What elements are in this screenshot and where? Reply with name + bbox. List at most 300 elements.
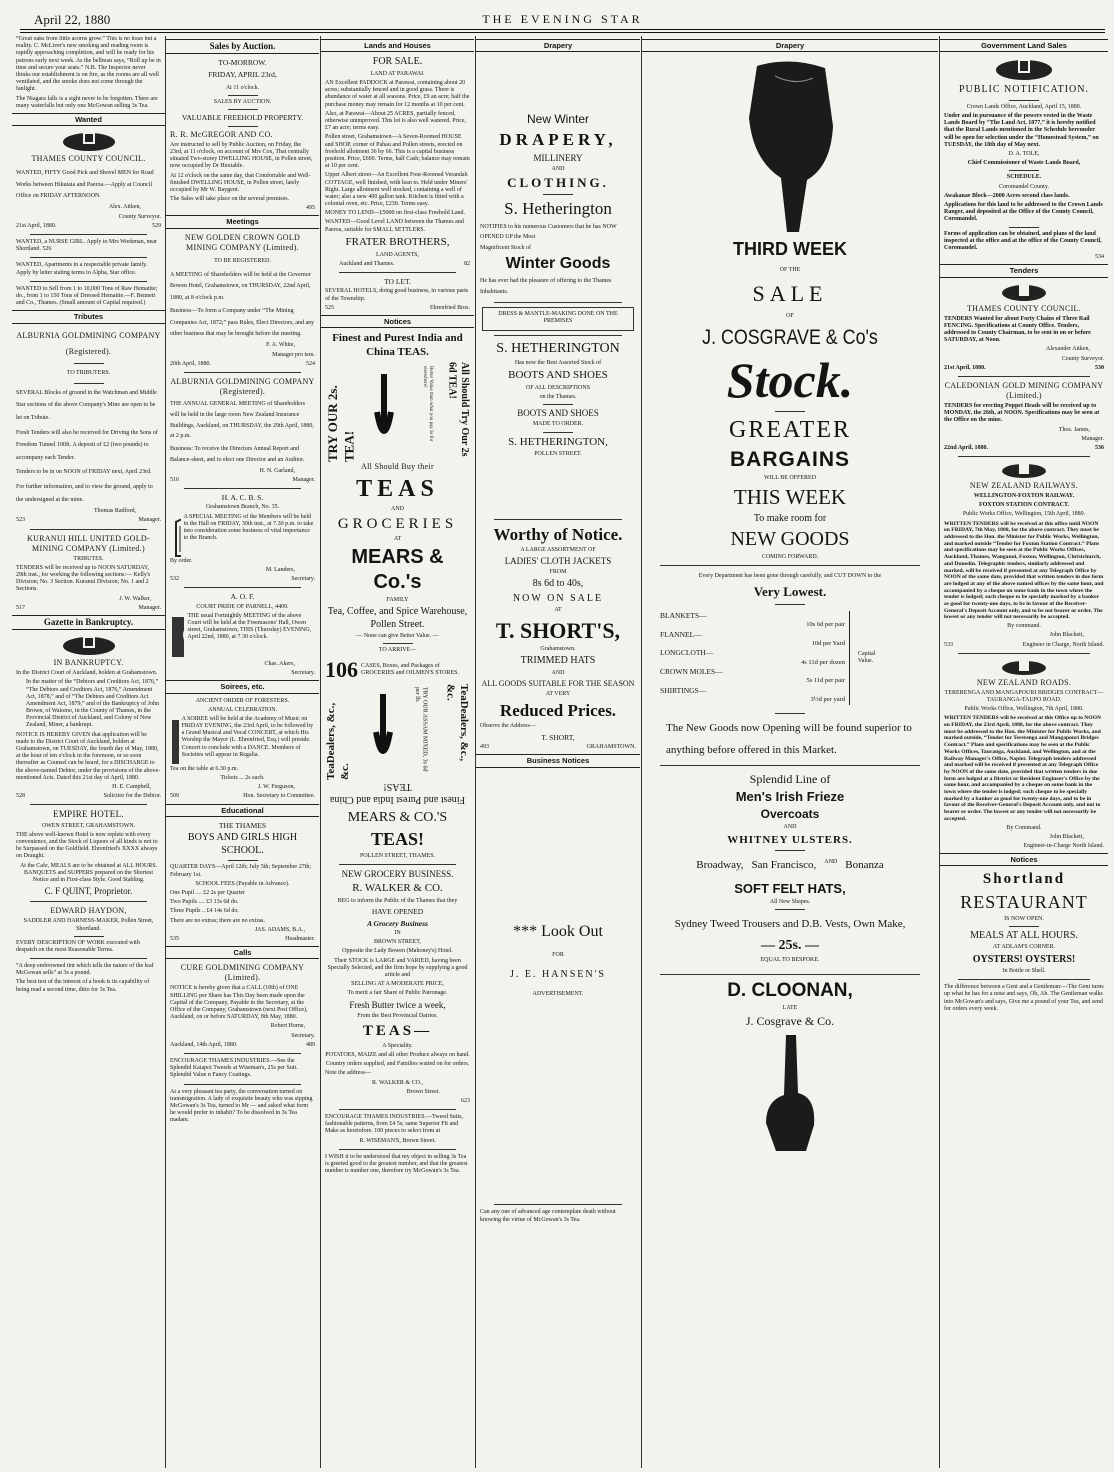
column-5 — [642, 36, 938, 1466]
sale-line: Every Department has been gone through carefully, and CUT DOWN to the — [698, 573, 882, 580]
divider — [958, 376, 1090, 377]
notice-title: THE THAMES — [218, 821, 267, 830]
merchant-name: J. Cosgrave & Co. — [745, 1014, 835, 1029]
signature-title: Manager. — [1081, 435, 1104, 442]
notice-title: NEW GROCERY BUSINESS. — [341, 869, 454, 880]
divider — [1009, 227, 1039, 228]
notice-body: In the District Court of Auckland, holden at Grahamstown. — [16, 670, 158, 677]
drapery-heading: CLOTHING. — [507, 175, 609, 191]
section-heading-business-notices: Business Notices — [476, 754, 640, 767]
notice-body: Brown Street. — [406, 1088, 440, 1095]
notice-body: WANTED, Apartments in a respectable private family. Apply by letter stating terms to Alpha, Star office. — [16, 262, 148, 276]
notice-body: GRAHAMSTOWN. — [586, 743, 636, 750]
notice-body: OYSTERS! OYSTERS! — [972, 953, 1076, 965]
notice-body: Pollen street, Grahamstown—A Seven-Roomed HOUSE and SHOP, corner of Pahau and Pollen streets, erected on freehold allotment 36 by 66. This is a capital business position. Price, £600. Terms, half Cash; balance may remain at 10 per cent. — [325, 134, 470, 170]
pointing-hand-down-icon — [735, 56, 845, 234]
divider — [74, 383, 104, 384]
merchant-name: T. SHORT'S, — [495, 617, 621, 643]
sale-line: The New Goods now Opening will be found superior to anything before offered in this Market. — [666, 722, 912, 757]
section-heading-meetings: Meetings — [166, 215, 319, 228]
notice-body: A SOIREE will be held at the Academy of Music on FRIDAY EVENING, the 23rd April, to be followed by a Grand Musical and Vocal CONCERT, at which His Worship the Mayor (L. Ehrenfried, Esq.) will preside. Concert to conclude with a DANCE. Members of Societies will appear in Regalia. — [181, 715, 314, 758]
lookout-heading: *** Look Out — [513, 922, 603, 940]
notice-body: POTATOES, MAIZE and all other Produce always on hand. — [325, 1051, 470, 1058]
notice-body: WANTED to Sell from 1 to 10,000 Tons of Raw Hematite; do., from 1 to 150 Tons of Dressed Hematite.—F. Bennett and Co., Thames. (Small amount of Capital required.) — [16, 285, 158, 307]
price-item-name: FLANNEL— — [660, 629, 702, 639]
price-item-name: LONGCLOTH— — [660, 648, 714, 658]
price-heading: — 25s. — — [761, 938, 819, 954]
section-heading-notices: Notices — [321, 315, 474, 328]
notice-subtitle: OWEN STREET, GRAHAMSTOWN. — [41, 822, 136, 829]
notice-title: NEW ZEALAND ROADS. — [976, 677, 1072, 687]
notice-body: Fresh Butter twice a week, — [349, 999, 446, 1010]
proprietor-name: C. F QUINT, Proprietor. — [44, 886, 133, 897]
notice-body: A MEETING of Shareholders will be held at the Governor Bowen Hotel, Grahamstown, on THURSDAY, 22nd April, 1880, at 8 o'clock p.m. — [170, 272, 311, 301]
mcgowan-paragraph: “A deep embrowned tint which tells the nature of the leaf McGowan sells” at 3s a pound. — [16, 963, 154, 977]
notice-number: 525 — [325, 304, 334, 311]
signature-title: Headmaster. — [285, 935, 315, 942]
rotated-tea-text: TRY OUR 2s. TEA! — [325, 385, 357, 462]
divider — [958, 456, 1090, 457]
signature-title: County Surveyor. — [1061, 355, 1104, 362]
notice-body: Business—To form a Company under “The Mining Companies Act, 1872;” pass Rules, Elect Directors, and any other business that may be brought before the meeting. — [170, 308, 315, 337]
notice-body: T. SHORT, — [541, 732, 575, 742]
price-item-price: 4s 11d per dozen — [801, 658, 845, 666]
notice-title: R. WALKER & CO. — [352, 882, 443, 895]
notice-title: R. R. McGREGOR AND CO. — [170, 129, 273, 139]
notice-title: H. A. C. B. S. — [221, 493, 264, 503]
restaurant-name: Shortland — [982, 871, 1066, 888]
notice-number: 82 — [464, 260, 470, 267]
mears-heading: MEARS & Co.'s — [351, 545, 444, 593]
price-list-row — [660, 667, 849, 686]
divider — [30, 529, 147, 530]
divider — [228, 126, 258, 127]
notice-body: ENCOURAGE THAMES INDUSTRIES.—Tweed Suits, fashionable patterns, from £4 5s; same Superior Fit and Make as heretofore. 100 pieces to select from at — [325, 1114, 463, 1135]
notice-title: FOR SALE. — [372, 56, 423, 68]
section-heading-calls: Calls — [166, 946, 319, 959]
notice-body: R. WALKER & CO., — [372, 1079, 423, 1086]
teas-heading: TEAS— — [362, 1023, 433, 1039]
brand-name: Broadway, — [696, 859, 744, 872]
section-heading-drapery: Drapery — [642, 39, 938, 52]
price-list-row — [660, 630, 849, 649]
notice-body: Grahamstown. — [540, 646, 576, 653]
signature: J. W. Walker, — [119, 595, 151, 602]
notice-body: THE usual Fortnightly MEETING of the above Court will be held at the Freemasons' Hall, Owen street, Grahamstown, THIS (Thursday) EVENING, April 22nd, 1880, at 7.30 o'clock. — [187, 612, 312, 641]
merchant-name: J. COSGRAVE & Co's — [702, 325, 878, 349]
notice-subtitle: ANNUAL CELEBRATION. — [207, 706, 278, 713]
signature: D. A. TOLE, — [1008, 151, 1040, 157]
sale-heading: THIS WEEK — [733, 485, 847, 510]
coat-of-arms-icon — [61, 634, 117, 656]
notice-subtitle: TRIBUTES. — [73, 555, 104, 562]
sale-heading: GREATER — [729, 417, 851, 443]
notice-number: 533 — [944, 641, 953, 648]
notice-body: WANTED, a NURSE GIRL. Apply to Mrs Workman, near Shortland. 526 — [16, 238, 157, 253]
price-list-row — [660, 611, 849, 630]
price-list-items — [660, 611, 850, 705]
notice-body: Under and in pursuance of the powers vested in the Waste Lands Board by “The Land Act, 1877,” it is hereby notified that the Rural Lands mentioned in the Schedule hereunder will be open for selection under the “Homestead System,” on TUESDAY, the 18th day of May next. — [944, 113, 1099, 148]
divider — [339, 1109, 456, 1110]
notice-body: Forms of application can be obtained, and plans of the land inspected at the office and at the office of the County Council, Coromandel. — [944, 230, 1102, 251]
notice-number: 530 — [1095, 364, 1104, 371]
foresters-emblem-icon — [170, 613, 184, 661]
notice-body: Fresh Tenders will also be received for Driving the Sons of Freedom Tunnel 100ft. A deposit of £2 (two pounds) to accompany each Tender. — [16, 429, 158, 461]
teas-heading: TEAS — [356, 475, 439, 502]
divider — [775, 909, 805, 910]
price-range: 8s 6d to 40s, — [532, 578, 584, 590]
sale-heading: Very Lowest. — [753, 584, 827, 600]
masthead — [20, 6, 1105, 32]
signature: Alex. Aitken, — [108, 204, 141, 211]
sale-line: OF THE — [779, 266, 801, 273]
divider — [184, 1053, 301, 1054]
signature: F. A. White, — [266, 342, 295, 349]
notice-title: TO-MORROW. — [218, 58, 267, 68]
notice-body: THE above well-known Hotel is now replete with every convenience, and the Stock of Liquors of all kinds is not to be Surpassed on the Goldfield. Ehrenfried's XXXX always on Draught. — [16, 831, 158, 860]
signature-title: Manager pro tem. — [272, 351, 315, 358]
divider — [543, 404, 573, 405]
notice-body: Observe the Address— — [480, 723, 536, 730]
tea-ad-line: FAMILY — [386, 596, 409, 603]
notice-number: 523 — [16, 517, 25, 524]
section-heading-soirees: Soirees, etc. — [166, 680, 319, 693]
notice-body: ALL GOODS SUITABLE FOR THE SEASON — [481, 678, 635, 688]
sale-line: WILL BE OFFERED — [763, 475, 817, 482]
merchant-name: S. HETHERINGTON, — [508, 435, 608, 448]
sale-heading: SOFT FELT HATS, — [734, 881, 846, 897]
notice-body: EVERY DESCRIPTION OF WORK executed with despatch on the most Reasonable Terms. — [16, 939, 140, 953]
sale-line: All New Shapes. — [769, 899, 811, 906]
notice-number: 509 — [170, 793, 179, 800]
notice-body: LADIES' CLOTH JACKETS — [504, 555, 612, 566]
sale-line: Sydney Tweed Trousers and D.B. Vests, Own Make, — [674, 918, 906, 931]
divider — [660, 765, 920, 766]
notice-body: IS NOW OPEN. — [1004, 915, 1044, 922]
notice-title: IN BANKRUPTCY. — [53, 658, 124, 668]
tea-ad-line: CASES, Boxes, and Packages of GROCERIES and OILMEN'S STORES. — [361, 663, 459, 677]
notice-subtitle: TO BE REGISTERED. — [214, 257, 271, 264]
notice-subtitle: COURT PRIDE OF PARNELL, 4409. — [196, 603, 289, 610]
divider — [958, 653, 1090, 654]
drapery-line: MILLINERY — [533, 152, 583, 163]
divider — [30, 901, 147, 902]
notice-body: QUARTER DAYS—April 12th; July 5th; September 27th; February 1st. — [170, 864, 312, 878]
coat-of-arms-icon — [1000, 658, 1048, 676]
notice-body: Also, at Parawai—About 25 ACRES, partially fenced, otherwise unimproved. This lot is also well watered. Price, £7 an acre; terms easy. — [325, 110, 467, 132]
tea-ad-line: TO ARRIVE— — [378, 647, 417, 654]
mcgowan-paragraph: I WISH it to be understood that my object in selling 3s Tea is greeted good to the greatest number, and that the greatest number is number one, therefore try McGowan's 3s Tea. — [325, 1153, 468, 1175]
merchant-name: S. HETHERINGTON — [496, 341, 620, 357]
notice-date: 22nd April, 1880. — [944, 444, 989, 451]
tea-ad-line: All Should Buy their — [361, 461, 434, 471]
divider — [228, 95, 258, 96]
notice-subtitle: Auckland and Thames. — [339, 260, 395, 267]
mears-heading: MEARS & CO.'S — [347, 809, 448, 825]
signature: H. E. Campbell, — [112, 783, 151, 790]
fee-line: Two Pupils .... £3 13s 6d do. — [170, 899, 239, 906]
section-heading-notices: Notices — [940, 853, 1108, 866]
notice-body: Their STOCK is LARGE and VARIED, having been Specially Selected, and the firm hope by supplying a good article and — [327, 957, 468, 978]
notice-body: Are instructed to sell by Public Auction, on Friday, the 23rd, at 11 o'clock, on account of Mrs Cox, That centrally situated Two-storey DWELLING HOUSE, in Pollen street, now occupied by Dr Huxtable. — [170, 141, 313, 170]
paper-name: THE EVENING STAR — [482, 12, 643, 26]
column-4 — [476, 36, 640, 1466]
notice-subtitle: Coromandel County. — [999, 183, 1049, 190]
notice-body: Tenders to be in on NOON of FRIDAY next, April 23rd. — [16, 469, 152, 476]
price-item-price: 10s 6d per pair — [806, 620, 845, 628]
sale-line: OF — [786, 312, 794, 319]
divider — [494, 519, 622, 520]
notice-body: In the matter of the “Debtors and Creditors Act, 1876,” “The Debtors and Creditors Act, 1876,” Amendment Act, 1878,” and of “The Debtors and Creditors Act Amendment Act, 1879,” and of the Bankruptcy of John Brown, of Waiomo, in the County of Thames, in the Provincial District of Auckland, and Colony of New Zealand, Miner, a bankrupt. — [26, 679, 159, 729]
notice-body: Note the address— — [325, 1070, 371, 1077]
fee-line: Three Pupils .. £4 14s 6d do. — [170, 908, 239, 915]
section-heading-lands: Lands and Houses — [321, 39, 474, 52]
capital-value-note: Capital Value. — [858, 650, 876, 664]
sale-line: LATE — [782, 1004, 798, 1011]
issue-date: April 22, 1880 — [34, 12, 111, 27]
notice-body: WANTED, FIFTY Good Pick and Shovel MEN for Road Works between Hikutaia and Paeroa.—Apply at Council Office on FRIDAY AFTERNOON. — [16, 170, 154, 200]
signature: J. W. Ferguson, — [257, 784, 295, 791]
section-heading-wanted: Wanted — [12, 113, 165, 126]
notice-number: 528 — [16, 793, 25, 800]
notice-body: DRESS & MANTLE-MAKING DONE ON THE PREMISES — [498, 310, 618, 325]
tea-headline: Finest and Purest India and China TEAS. — [332, 332, 463, 358]
notice-number: 534 — [1095, 254, 1104, 261]
merchant-name: D. CLOONAN, — [727, 980, 853, 1002]
notice-subtitle: LAND AT PARAWAI. — [370, 70, 425, 77]
divider — [1009, 100, 1039, 101]
notice-body: TENDERS will be received up to NOON SATURDAY, 29th inst., for working the following sections:— Kelly's Division; No. 3 Section. Kuranui Division; No. 1 and 2 Sections. — [16, 564, 151, 593]
notice-title: NEW ZEALAND RAILWAYS. — [969, 481, 1079, 491]
section-heading-government-land-sales: Government Land Sales — [940, 39, 1108, 52]
notice-body: In Bottle or Shell. — [1002, 968, 1046, 975]
notice-number: 524 — [306, 360, 315, 367]
mcgowan-paragraph: The difference between a Gent and a Gentleman:—The Gent turns up what he has for a nose and says, Oh, Ah. The Gentleman walks into McGowan's and says, Give me a pound of your Tea, and send for orders every week. — [944, 984, 1104, 1012]
section-heading-tributes: Tributes — [12, 310, 165, 323]
price-item-name: SHIRTINGS— — [660, 686, 707, 696]
notice-body: Business: To receive the Directors Annual Report and Balance-sheet, and to elect one Director and an Auditor. — [170, 446, 305, 463]
notice-title: FRIDAY, APRIL 23rd, — [208, 69, 277, 79]
notice-body: NOTICE is hereby given that a CALL (10th) of ONE SHILLING per Share has This Day been made upon the Capital of the Company, Payable to the Secretary, at the Office of the Company, Grahamstown (next Post Office), Auckland, on or before SATURDAY, 8th May, 1880. — [170, 985, 308, 1021]
notice-subtitle: WELLINGTON-FOXTON RAILWAY. — [973, 493, 1075, 500]
signature-title: Solicitor for the Debtor. — [103, 793, 161, 800]
divider — [184, 1084, 301, 1085]
price-list-row — [660, 648, 849, 667]
divider — [184, 488, 301, 489]
teas-heading: TEAS! — [370, 829, 424, 850]
mcgowan-paragraph: At a very pleasant tea party, the conversation turned on transmigration. A lady of exquisite beauty who was sipping McGowan's 3s Tea, turned to Mr — and asked what form he would prefer to inhabit? To be dissolved in 3s Tea madam. — [170, 1088, 313, 1124]
divider — [775, 604, 805, 605]
notice-body: WANTED—Good Level LAND between the Thames and Paeroa, suitable for SMALL SETTLERS. — [325, 219, 464, 233]
drapery-heading: BOOTS AND SHOES — [508, 369, 608, 381]
signature-title: Chief Commissioner of Waste Lands Board, — [967, 160, 1081, 167]
notice-body: AN Excellent PADDOCK at Parawai, containing about 20 acres; substantially fenced and in good grass. There is abundance of water at all seasons. Price, £9 an acre; half the purchase money may remain for 12 months at 10 per cent. — [325, 80, 470, 108]
signature-title: Secretary. — [291, 669, 315, 676]
price-item-price: 10d per Yard — [811, 639, 845, 647]
signature: John Blackett, — [1049, 833, 1084, 840]
notice-body: AT — [554, 607, 562, 614]
notice-date: 21st April, 1880. — [16, 222, 57, 229]
notice-body: SELLING AT A MODERATE PRICE, — [351, 981, 444, 988]
signature-title: County Surveyor. — [118, 213, 161, 220]
divider — [30, 234, 147, 235]
notice-title: THAMES COUNTY COUNCIL. — [31, 154, 146, 164]
merchant-name: S. Hetherington — [504, 199, 612, 219]
signature-title: Manager. — [138, 517, 161, 524]
notice-body: To merit a fair Share of Public Patronage. — [347, 990, 448, 997]
notice-subtitle: FOXTON STATION CONTRACT. — [978, 502, 1070, 509]
drapery-heading: DRAPERY, — [499, 130, 617, 150]
section-heading-drapery: Drapery — [476, 39, 640, 52]
notice-body: By order. — [170, 557, 193, 564]
notice-body: Applications for this land to be addressed to the Crown Lands Ranger, and deposited at the Office of the County Council, Coromandel. — [944, 201, 1103, 223]
tea-ad-line: Tea, Coffee, and Spice Warehouse, Pollen Street. — [327, 606, 468, 630]
notice-body: NOW ON SALE — [512, 592, 604, 604]
notice-body: OF ALL DESCRIPTIONS — [525, 384, 591, 391]
notice-subtitle: Public Works Office, Wellington, 15th April, 1880. — [962, 511, 1086, 518]
notice-number: 516 — [170, 476, 179, 483]
divider — [228, 109, 258, 110]
divider — [228, 860, 258, 861]
notice-subtitle: TO TRIBUTERS. — [66, 369, 111, 376]
notice-body: AND — [551, 669, 565, 676]
rotated-tea-text: All Should Try Our 2s 6d TEA! — [446, 361, 470, 457]
brand-name: AND — [824, 859, 838, 866]
divider — [74, 936, 104, 937]
notice-body: SEVERAL Blocks of ground in the Watchman and Middle Star sections of the above Company's Mine are open to be let on Tribute. — [16, 389, 157, 422]
notice-body: From the Best Provincial Dairies. — [357, 1012, 438, 1019]
mcgowan-paragraph: The Niagara falls is a sight never to be forgotten. There are many waterfalls but only one McGowan selling 3s Tea. — [16, 95, 158, 109]
notice-body: MONEY TO LEND—£5000 on first-class Freehold Land. — [325, 210, 466, 217]
notice-date: 20th April, 1880. — [170, 360, 212, 367]
divider — [543, 432, 573, 433]
notice-number: 517 — [16, 604, 25, 611]
notice-number: 529 — [152, 222, 161, 229]
sale-heading: THIRD WEEK — [733, 239, 847, 260]
stock-heading: Stock. — [726, 352, 854, 408]
price-item-name: BLANKETS— — [660, 610, 707, 620]
divider — [339, 1149, 456, 1150]
masthead-rule — [20, 29, 1105, 30]
rotated-tea-text: TeaDealers, &c., &c. — [444, 683, 470, 762]
rotated-tea-text: Better Value than what you pay 3s for elsewhere! — [421, 365, 434, 442]
divider — [775, 850, 805, 851]
notice-body: FOR — [552, 951, 564, 958]
sale-heading: Overcoats — [760, 807, 820, 822]
notice-body: BEG to inform the Public of the Thames that they — [337, 898, 458, 905]
price-item-name: CROWN MOLES— — [660, 667, 723, 677]
harp-emblem-icon — [170, 514, 181, 558]
notice-subtitle: LAND AGENTS, — [376, 251, 419, 258]
sale-line: To make room for — [753, 512, 827, 524]
notice-body: There are no extras; there are no extras. — [170, 917, 265, 924]
sale-heading: WHITNEY ULSTERS. — [727, 833, 853, 846]
drapery-heading: BOOTS AND SHOES — [517, 408, 599, 419]
notice-body: A Speciality. — [382, 1042, 413, 1049]
notice-body: FROM — [549, 569, 567, 576]
drapery-line: New Winter — [526, 112, 589, 127]
divider — [775, 411, 805, 412]
signature-title: Manager. — [292, 476, 315, 483]
notice-body: At the Cafe, MEALS are to be obtained at ALL HOURS. BANQUETS and SUPPERS prepared on the Shortest Notice and in First-class Style. Good Stabling. — [19, 862, 158, 883]
notice-body: A LARGE ASSORTMENT OF — [520, 546, 596, 553]
divider — [543, 194, 573, 195]
notice-subtitle: TERERENGA AND MANGAPOURI BRIDGES CONTRACT—TAURANGA-TAUPO ROAD. — [944, 689, 1104, 703]
divider — [660, 565, 920, 566]
notice-title: ALBURNIA GOLDMINING COMPANY (Registered). — [16, 330, 161, 356]
groceries-heading: GROCERIES — [337, 515, 458, 532]
notice-body: TRIMMED HATS — [520, 655, 596, 667]
signature: Ehrenfried Bros. — [430, 304, 470, 311]
notice-title: NEW GOLDEN CROWN GOLD MINING COMPANY (Limited). — [184, 232, 301, 252]
notice-title: VALUABLE FREEHOLD PROPERTY. — [181, 113, 304, 123]
divider — [74, 363, 104, 364]
notice-number: 532 — [170, 576, 179, 582]
notice-body: MEALS AT ALL HOURS. — [970, 929, 1078, 941]
notice-body: By command. — [1007, 623, 1041, 630]
coat-of-arms-icon — [61, 130, 117, 152]
mcgowan-paragraph: Can any one of advanced age contemplate death without knowing the virtue of McGowan's 3s Tea. — [480, 1209, 616, 1223]
notice-body: Magnificent Stock of — [480, 245, 531, 252]
price-list-row — [660, 686, 849, 705]
masthead-rule-thin — [20, 32, 1105, 33]
notice-body: WRITTEN TENDERS will be received at this office until NOON on FRIDAY, 7th May, 1880, for the above contract. They must be addressed to the Hon. the Minister for Public Works, Wellington, and marked outside “Tender for Foxton Station Contract.” Plans and specifications may be seen at the Public Works Offices, Auckland, Thames, Wanganui, Foxton, Wellington, Christchurch, and Dunedin. Telegraphic tenders, similarly addressed and marked, will be received if presented at any Telegraph Office by NOON of the same date, provided that written tenders in due form are lodged at any of the above named offices by the same hour, and accompanied by a cheque on some bank in the town where the tender is lodged; such cheque to be specially marked by a banker as good for twenty-one days, to be in favour of the Receiver-General's Deposit Account only, and to be not bearer or order. The lowest or any tender will not necessarily be accepted. — [944, 520, 1104, 621]
notice-body: He has ever had the pleasure of offering to the Thames Inhabitants. — [480, 278, 612, 296]
foresters-emblem-icon — [170, 716, 179, 766]
notice-body: For further information, and to view the ground, apply to the undersigned at the mine. — [16, 484, 153, 503]
drapery-heading: Worthy of Notice. — [493, 524, 623, 544]
agent-name: FRATER BROTHERS, — [345, 235, 450, 248]
tea-ad-line: POLLEN STREET, THAMES. — [359, 852, 436, 859]
price-item-price: 3½d per yard — [810, 696, 845, 704]
notice-body: HAVE OPENED — [371, 907, 424, 917]
divider — [30, 281, 147, 282]
notice-body: AT ADLAM'S CORNER. — [992, 944, 1056, 951]
notice-number: 495 — [306, 205, 315, 212]
divider — [184, 587, 301, 588]
ticket-price: Tickets ... 2s each. — [220, 775, 265, 782]
notice-title: BOYS AND GIRLS HIGH SCHOOL. — [187, 832, 298, 856]
notice-subtitle: SCHOOL FEES (Payable in Advance). — [195, 880, 290, 887]
notice-body: WRITTEN TENDERS will be received at this Office up to NOON on FRIDAY, the 23rd April, 1880, for the above contract. They must be addressed to the Hon. the Minister for Public Works, and marked outside, “Tender for Tererenga and Mangapouri Bridges Contract.” Plans and specifications may be seen at the Public Works Offices, Tauranga, Auckland, and Wellington, and at the Railway Manager's Office, Napier. Telegraph tenders addressed and marked will be received if presented at any Telegraph Office by NOON of the same date, provided that written tenders in due form are lodged at a District or Resident Engineer's Office by the same hour, and accompanied by a cheque on some bank in the town where the tender is lodged; such cheque to be specially marked by a banker as good for twenty-one days, and to be in favour of the Receiver-General's Deposit Account only, and not to bearer or order. The lowest or any tender will not necessarily be accepted. — [944, 715, 1102, 822]
notice-body: At 12 o'clock on the same day, that Comfortable and Well-finished DWELLING HOUSE, in Pollen street, lately occupied by Mr W. Baygent. — [170, 172, 311, 193]
notice-title: TO LET. — [384, 276, 411, 286]
section-heading-tenders: Tenders — [940, 264, 1108, 277]
notice-body: Has now the Best Assorted Stock of — [514, 359, 602, 366]
divider — [383, 643, 413, 644]
pointing-hand-icon — [368, 692, 398, 772]
notice-number: 493 — [480, 743, 489, 750]
tea-ad-line: AT — [393, 535, 402, 542]
pointing-hand-icon — [369, 372, 399, 452]
price-item-price: 5s 11d per pair — [806, 677, 845, 685]
sale-heading: BARGAINS — [729, 448, 850, 471]
sale-heading: NEW GOODS — [730, 528, 850, 551]
sale-line: EQUAL TO BESPOKE. — [760, 956, 820, 963]
tea-ad-line: AND — [391, 505, 404, 512]
signature-title: Engineer-in-Charge North Island. — [1023, 842, 1104, 849]
signature: Alexander Aitken, — [1046, 346, 1090, 353]
brand-name: San Francisco, — [751, 859, 817, 872]
divider — [958, 979, 1090, 980]
divider — [494, 302, 622, 303]
brand-name: Bonanza — [845, 859, 884, 872]
notice-body: on the Thames. — [539, 393, 577, 400]
notice-number: 535 — [170, 935, 179, 942]
rotated-tea-text: TeaDealers, &c., &c. — [325, 702, 351, 780]
notice-body: Country orders supplied, and Families waited on for orders. — [325, 1061, 470, 1068]
notice-body: IN — [394, 930, 401, 937]
